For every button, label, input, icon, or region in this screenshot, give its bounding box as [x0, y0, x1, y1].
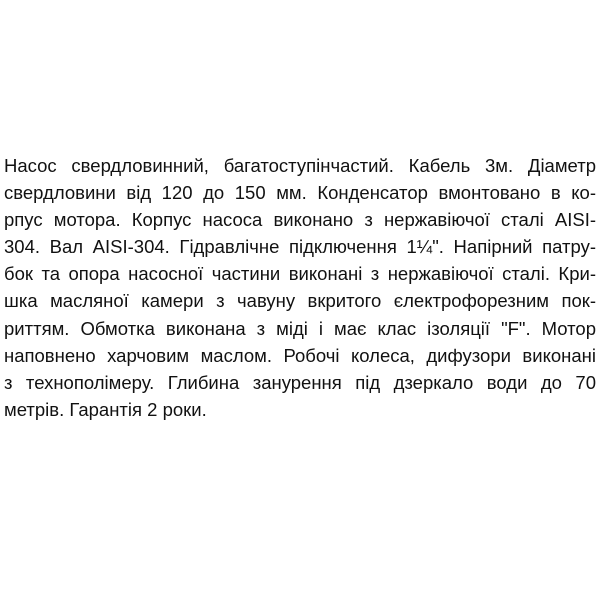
description-line: бок та опора насосної частини виконані з нержавіючої сталі. Кри- — [4, 263, 596, 285]
description-line: наповнено харчовим маслом. Робочі колеса, дифузори виконані — [4, 344, 596, 366]
description-line: 304. Вал AISI-304. Гідравлічне підключення 1¼". Напірний патру- — [4, 236, 596, 258]
product-description — [4, 152, 596, 423]
description-line: рпус мотора. Корпус насоса виконано з нержавіючої сталі AISI- — [4, 209, 596, 231]
description-line: шка масляної камери з чавуну вкритого єлектрофорезним пок- — [4, 290, 596, 312]
description-line: свердловини від 120 до 150 мм. Конденсатор вмонтовано в ко- — [4, 182, 596, 204]
description-line: Насос свердловинний, багатоступінчастий. Кабель 3м. Діаметр — [4, 155, 596, 176]
description-line: метрів. Гарантія 2 роки. — [4, 398, 207, 420]
description-line: риттям. Обмотка виконана з міді і має клас ізоляції "F". Мотор — [4, 317, 596, 339]
description-line: з технополімеру. Глибина занурення під дзеркало води до 70 — [4, 371, 596, 393]
